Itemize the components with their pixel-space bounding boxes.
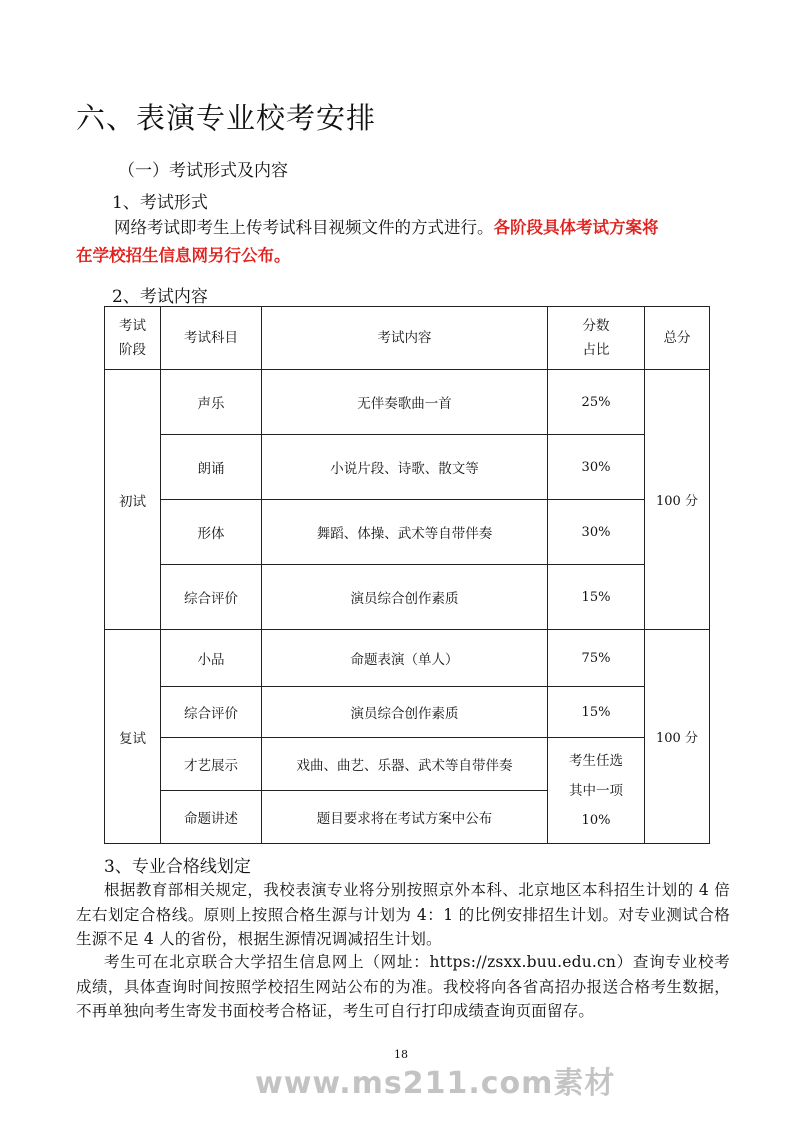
header-ratio: [548, 307, 645, 370]
header-stage-line2: 阶段: [119, 342, 146, 358]
header-total: 总分: [645, 307, 710, 370]
header-subject: 考试科目: [161, 307, 262, 370]
subheading-exam-content: 2、考试内容: [112, 287, 208, 307]
table-row: [105, 435, 710, 500]
ratio-cell: 75%: [548, 630, 645, 687]
header-ratio-line2: 占比: [582, 342, 610, 358]
subject-cell: 命题讲述: [161, 791, 262, 844]
subject-cell: 小品: [161, 630, 262, 687]
header-content: 考试内容: [262, 307, 548, 370]
subject-cell: 朗诵: [161, 435, 262, 500]
table-row: [105, 370, 710, 435]
ratio-cell: 30%: [548, 435, 645, 500]
content-cell: 题目要求将在考试方案中公布: [262, 791, 548, 844]
optional-ratio-cell: [548, 738, 645, 844]
content-cell: 命题表演（单人）: [262, 630, 548, 687]
table-row: [105, 565, 710, 630]
paragraph-exam-form: [114, 216, 659, 240]
subject-cell: 才艺展示: [161, 738, 262, 791]
table-row: [105, 500, 710, 565]
content-cell: 演员综合创作素质: [262, 687, 548, 738]
ratio-cell: 15%: [548, 565, 645, 630]
section-heading-exam-format-content: （一）考试形式及内容: [118, 161, 288, 181]
ratio-cell: 30%: [548, 500, 645, 565]
paragraph-qualification-rules: 根据教育部相关规定，我校表演专业将分别按照京外本科、北京地区本科招生计划的 4 倍左右划定合格线。原则上按照合格生源与计划为 4：1 的比例安排招生计划。对专业测试合格生源不足 4 人的省份，根据生源情况调减招生计划。: [76, 881, 730, 948]
total-retest: 100 分: [645, 630, 710, 844]
page-number: 18: [394, 1048, 408, 1061]
exam-form-highlight-2: 在学校招生信息网另行公布。: [76, 246, 291, 265]
paragraph-score-query: 考生可在北京联合大学招生信息网上（网址：https://zsxx.buu.edu.cn）查询专业校考成绩，具体查询时间按照学校招生网站公布的为准。我校将向各省高招办报送合格考生数据，不再单独向考生寄发书面校考合格证，考生可自行打印成绩查询页面留存。: [76, 953, 730, 1020]
content-cell: 无伴奏歌曲一首: [262, 370, 548, 435]
optional-line1: 考生任选: [569, 752, 623, 769]
content-cell: 小说片段、诗歌、散文等: [262, 435, 548, 500]
table-row: [105, 687, 710, 738]
total-preliminary: 100 分: [645, 370, 710, 630]
table-header-row: [105, 307, 710, 370]
ratio-cell: 25%: [548, 370, 645, 435]
page-title: 六、表演专业校考安排: [76, 101, 377, 135]
subject-cell: 综合评价: [161, 565, 262, 630]
ratio-cell: 15%: [548, 687, 645, 738]
stage-retest: 复试: [105, 630, 161, 844]
subheading-qualification-line: 3、专业合格线划定: [104, 857, 251, 877]
header-stage-line1: 考试: [119, 318, 146, 334]
subject-cell: 综合评价: [161, 687, 262, 738]
table-row: [105, 738, 710, 791]
subheading-exam-form: 1、考试形式: [112, 193, 208, 213]
optional-line2: 其中一项: [569, 782, 623, 799]
content-cell: 演员综合创作素质: [262, 565, 548, 630]
watermark: www.ms211.com素材: [255, 1066, 616, 1101]
header-ratio-line1: 分数: [582, 318, 610, 334]
stage-preliminary: 初试: [105, 370, 161, 630]
exam-form-highlight-1: 各阶段具体考试方案将: [493, 218, 659, 237]
table-row: [105, 630, 710, 687]
header-stage: [105, 307, 161, 370]
subject-cell: 形体: [161, 500, 262, 565]
exam-form-text: 网络考试即考生上传考试科目视频文件的方式进行。: [114, 218, 494, 237]
subject-cell: 声乐: [161, 370, 262, 435]
content-cell: 戏曲、曲艺、乐器、武术等自带伴奏: [262, 738, 548, 791]
exam-content-table: [104, 306, 710, 844]
content-cell: 舞蹈、体操、武术等自带伴奏: [262, 500, 548, 565]
optional-line3: 10%: [581, 812, 611, 828]
